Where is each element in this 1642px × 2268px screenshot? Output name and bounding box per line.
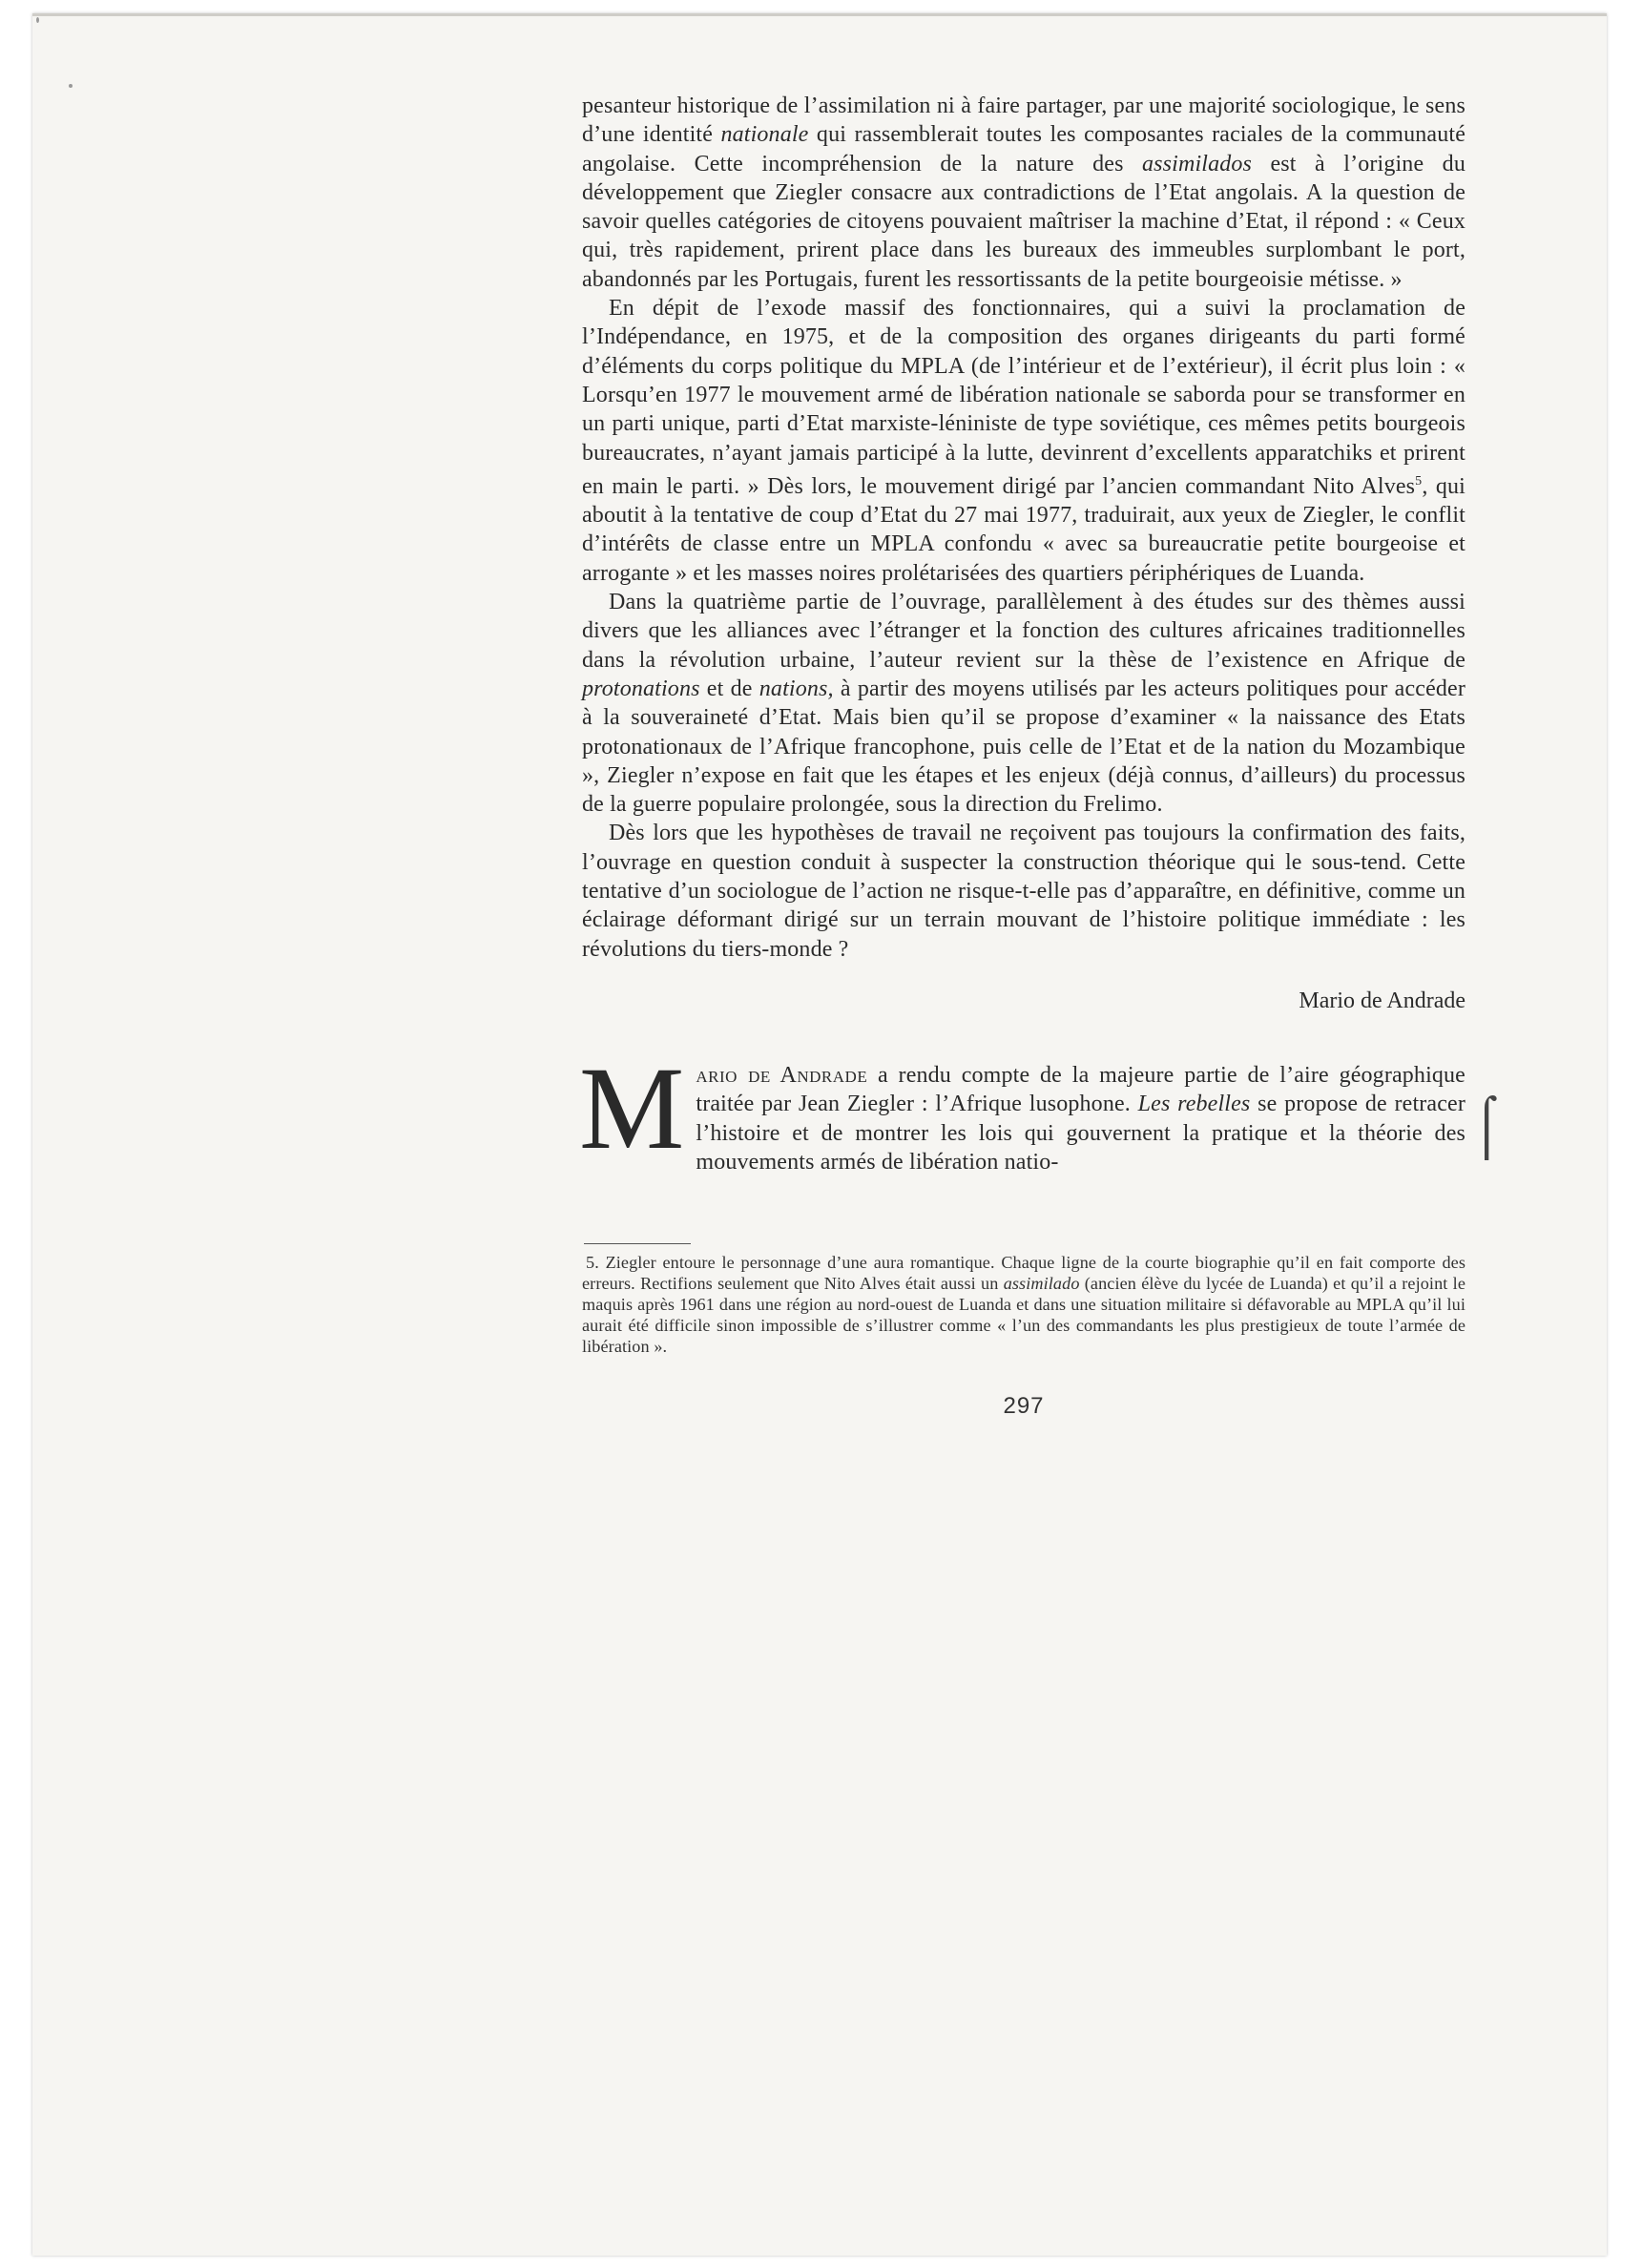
drop-cap: M (579, 1042, 685, 1174)
italic-text: nationale (720, 122, 809, 148)
footnote-ref: 5 (1415, 473, 1423, 489)
dust-speck (69, 84, 73, 88)
author-name-smallcaps: ario de Andrade (696, 1062, 868, 1088)
italic-text: Les rebelles (1137, 1092, 1251, 1117)
sheet-top-edge (32, 13, 1607, 16)
review-2-text: a rendu compte de la majeure partie de l’aire géographique traitée par Jean Ziegler : l’Afrique lusophone. Les rebelles se propose de retracer l’histoire et de montrer les lois qui gouvernent la pratique et la théorie des mouvements armés de libération natio- (696, 1062, 1465, 1175)
footnote-rule (584, 1243, 691, 1244)
paragraph-2: En dépit de l’exode massif des fonctionnaires, qui a suivi la proclamation de l’Indépendance, en 1975, et de la composition des organes dirigeants du parti formé d’éléments du corps politique du MPLA (de l’intérieur et de l’extérieur), il écrit plus loin : « Lorsqu’en 1977 le mouvement armé de libération nationale se saborda pour se transformer en un parti unique, parti d’Etat marxiste-léniniste de type soviétique, ces mêmes petits bourgeois bureaucrates, n’ayant jamais participé à la lutte, devinrent d’excellents apparatchiks et prirent en main le parti. » Dès lors, le mouvement dirigé par l’ancien commandant Nito Alves$^5$, qui aboutit à la tentative de coup d’Etat du 27 mai 1977, traduirait, aux yeux de Ziegler, le conflit d’intérêts de classe entre un MPLA confondu « avec sa bureaucratie petite bourgeoise et arrogante » et les masses noires prolétarisées des quartiers périphériques de Luanda. (582, 296, 1465, 586)
review-2-opening (579, 1042, 1465, 1176)
paragraph-1: pesanteur historique de l’assimilation ni à faire partager, par une majorité sociologique, le sens d’une identité nationale qui rassemblerait toutes les composantes raciales de la communauté angolaise. Cette incompréhension de la nature des assimilados est à l’origine du développement que Ziegler consacre aux contradictions de l’Etat angolais. A la question de savoir quelles catégories de citoyens pouvaient maîtriser la machine d’Etat, il répond : « Ceux qui, très rapidement, prirent place dans les bureaux des immeubles surplombant le port, abandonnés par les Portugais, furent les ressortissants de la petite bourgeoisie métisse. » (582, 94, 1465, 292)
page-number: 297 (1003, 1393, 1045, 1420)
margin-bracket-mark: ⌠ (1469, 1092, 1505, 1155)
review-section-2 (579, 1042, 1465, 1176)
italic-text: protonations (582, 676, 700, 701)
paragraph-3: Dans la quatrième partie de l’ouvrage, parallèlement à des études sur des thèmes aussi divers que les alliances avec l’étranger et la fonction des cultures africaines traditionnelles dans la révolution urbaine, l’auteur revient sur la thèse de l’existence en Afrique de protonations et de nations, à partir des moyens utilisés par les acteurs politiques pour accéder à la souveraineté d’Etat. Mais bien qu’il se propose d’examiner « la naissance des Etats protonationaux de l’Afrique francophone, puis celle de l’Etat et de la nation du Mozambique », Ziegler n’expose en fait que les étapes et les enjeux (déjà connus, d’ailleurs) du processus de la guerre populaire prolongée, sous la direction du Frelimo. (582, 590, 1465, 818)
author-signature: Mario de Andrade (1299, 988, 1465, 1013)
italic-text: assimilados (1142, 151, 1253, 177)
review-section-1 (582, 92, 1465, 1015)
italic-text: nations, (759, 676, 834, 701)
italic-text: assimilado (1003, 1274, 1080, 1294)
paragraph-4: Dès lors que les hypothèses de travail ne reçoivent pas toujours la confirmation des faits, l’ouvrage en question conduit à suspecter la construction théorique qui le sous-tend. Cette tentative d’un sociologue de l’action ne risque-t-elle pas d’apparaître, en définitive, comme un éclairage déformant dirigé sur un terrain mouvant de l’histoire politique immédiate : les révolutions du tiers-monde ? (582, 821, 1465, 962)
text-column (579, 92, 1465, 1420)
footnote-5: 5. Ziegler entoure le personnage d’une aura romantique. Chaque ligne de la courte biographie qu’il en fait comporte des erreurs. Rectifions seulement que Nito Alves était aussi un assimilado (ancien élève du lycée de Luanda) et qu’il a rejoint le maquis après 1961 dans une région au nord-ouest de Luanda et dans une situation militaire si défavorable au MPLA qu’il lui aurait été difficile sinon impossible de s’illustrer comme « l’un des commandants les plus prestigieux de toute l’armée de libération ». (582, 1253, 1465, 1357)
dust-speck (36, 17, 39, 23)
